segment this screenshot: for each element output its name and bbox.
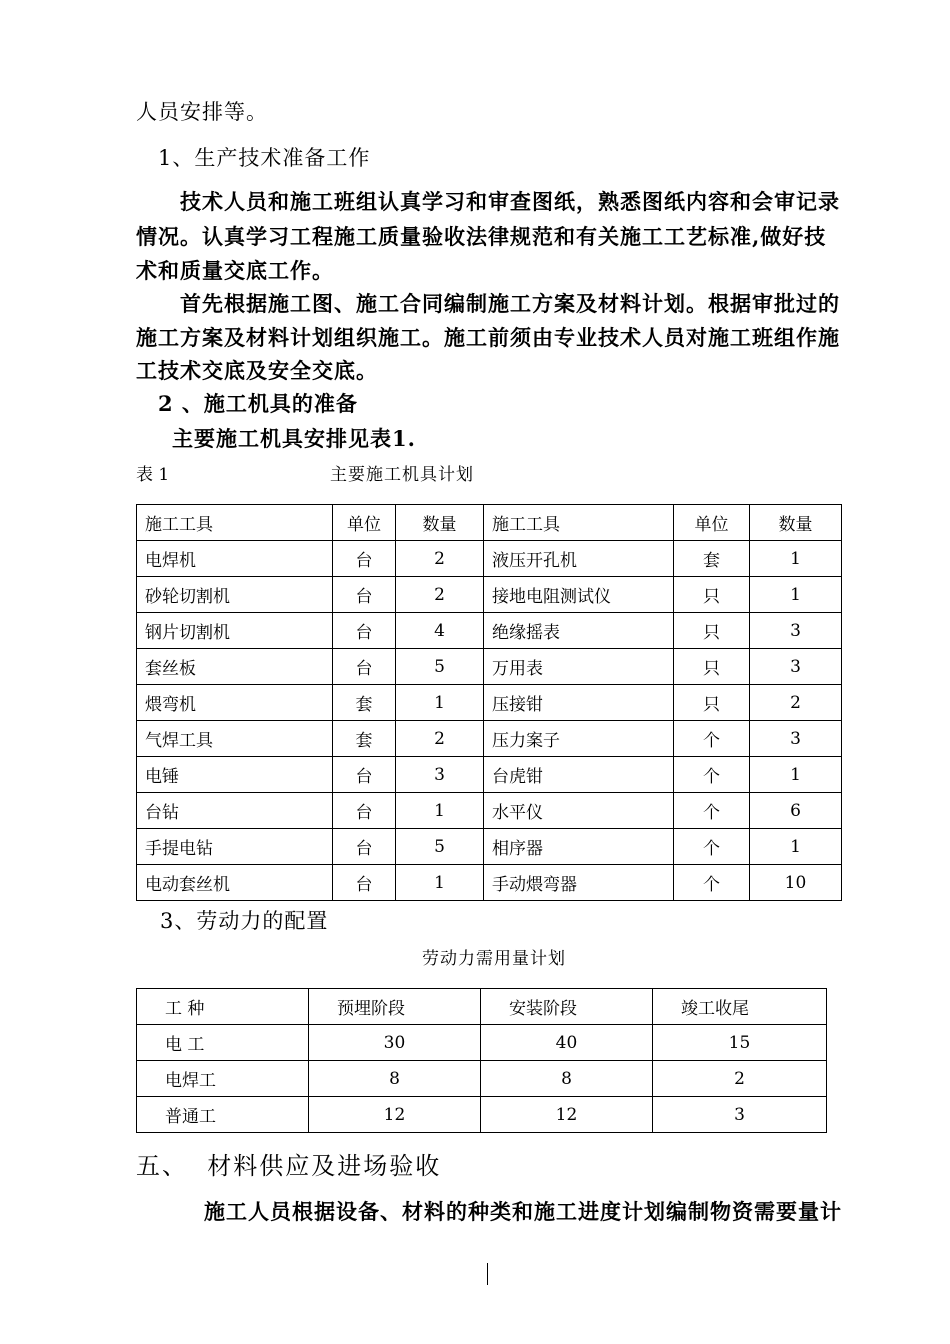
table-cell: 30 <box>309 1025 481 1061</box>
table-cell: 煨弯机 <box>137 685 333 721</box>
paragraph-2-line-3: 工技术交底及安全交底。 <box>136 358 378 383</box>
table-cell: 压力案子 <box>484 721 674 757</box>
table-cell: 3 <box>396 757 484 793</box>
table-cell: 套丝板 <box>137 649 333 685</box>
table-cell: 普通工 <box>137 1097 309 1133</box>
table-cell: 1 <box>750 577 842 613</box>
table-cell: 个 <box>674 793 750 829</box>
table-cell: 台 <box>333 793 396 829</box>
table-cell: 砂轮切割机 <box>137 577 333 613</box>
table-cell: 个 <box>674 757 750 793</box>
table-cell: 钢片切割机 <box>137 613 333 649</box>
paragraph-4-line-1: 施工人员根据设备、材料的种类和施工进度计划编制物资需要量计 <box>204 1199 842 1224</box>
table-row <box>137 649 842 685</box>
header-cell: 数量 <box>750 505 842 541</box>
table-cell: 1 <box>396 865 484 901</box>
table-cell: 台 <box>333 541 396 577</box>
table-cell: 5 <box>396 649 484 685</box>
paragraph-2-line-2: 施工方案及材料计划组织施工。施工前须由专业技术人员对施工班组作施 <box>136 325 840 350</box>
table-cell: 8 <box>481 1061 653 1097</box>
table-cell: 接地电阻测试仪 <box>484 577 674 613</box>
table-cell: 电焊工 <box>137 1061 309 1097</box>
table-cell: 2 <box>653 1061 827 1097</box>
table-cell: 3 <box>750 721 842 757</box>
table-cell: 8 <box>309 1061 481 1097</box>
table-reference: 主要施工机具安排见表1. <box>172 426 416 451</box>
table-cell: 台虎钳 <box>484 757 674 793</box>
table-cell: 12 <box>481 1097 653 1133</box>
table-cell: 只 <box>674 649 750 685</box>
table-cell: 1 <box>396 685 484 721</box>
table-cell: 套 <box>674 541 750 577</box>
header-cell: 单位 <box>333 505 396 541</box>
table-cell: 台 <box>333 577 396 613</box>
table-cell: 万用表 <box>484 649 674 685</box>
section-heading-2: 2 、施工机具的准备 <box>158 391 358 416</box>
table-cell: 绝缘摇表 <box>484 613 674 649</box>
table-cell: 台 <box>333 613 396 649</box>
table-row <box>137 541 842 577</box>
header-cell: 数量 <box>396 505 484 541</box>
header-cell: 施工工具 <box>484 505 674 541</box>
table-row <box>137 685 842 721</box>
table-cell: 台 <box>333 865 396 901</box>
table-cell: 2 <box>396 721 484 757</box>
table-row <box>137 1025 827 1061</box>
table-cell: 3 <box>750 649 842 685</box>
table-header-row <box>137 989 827 1025</box>
table-cell: 6 <box>750 793 842 829</box>
equipment-table <box>136 504 842 901</box>
table-cell: 套 <box>333 685 396 721</box>
table-cell: 40 <box>481 1025 653 1061</box>
section-heading-3: 3、劳动力的配置 <box>160 909 329 933</box>
table-cell: 只 <box>674 577 750 613</box>
table-cell: 个 <box>674 829 750 865</box>
paragraph-1-line-2: 情况。认真学习工程施工质量验收法律规范和有关施工工艺标准,做好技 <box>136 224 827 249</box>
header-cell: 工 种 <box>137 989 309 1025</box>
table-header-row <box>137 505 842 541</box>
paragraph-2-line-1: 首先根据施工图、施工合同编制施工方案及材料计划。根据审批过的 <box>180 291 840 316</box>
table-cell: 2 <box>396 541 484 577</box>
table-cell: 3 <box>750 613 842 649</box>
header-cell: 竣工收尾 <box>653 989 827 1025</box>
table-cell: 台钻 <box>137 793 333 829</box>
table-cell: 2 <box>750 685 842 721</box>
table-cell: 手提电钻 <box>137 829 333 865</box>
table-row <box>137 793 842 829</box>
table-cell: 套 <box>333 721 396 757</box>
table-cell: 电焊机 <box>137 541 333 577</box>
table-cell: 个 <box>674 865 750 901</box>
page-number-mark <box>487 1263 488 1285</box>
table-cell: 1 <box>750 757 842 793</box>
table-cell: 电 工 <box>137 1025 309 1061</box>
table-cell: 3 <box>653 1097 827 1133</box>
table-row <box>137 829 842 865</box>
table-cell: 4 <box>396 613 484 649</box>
table-row <box>137 577 842 613</box>
table-cell: 压接钳 <box>484 685 674 721</box>
table2-caption: 劳动力需用量计划 <box>422 949 566 969</box>
table1-caption: 主要施工机具计划 <box>330 465 474 485</box>
table-cell: 气焊工具 <box>137 721 333 757</box>
table-cell: 水平仪 <box>484 793 674 829</box>
table-row <box>137 721 842 757</box>
table-row <box>137 757 842 793</box>
table-cell: 台 <box>333 829 396 865</box>
table-row <box>137 613 842 649</box>
table-cell: 1 <box>750 541 842 577</box>
table-cell: 电锤 <box>137 757 333 793</box>
table1-label: 表 1 <box>136 465 170 485</box>
header-cell: 施工工具 <box>137 505 333 541</box>
table-cell: 12 <box>309 1097 481 1133</box>
header-cell: 预埋阶段 <box>309 989 481 1025</box>
table-cell: 5 <box>396 829 484 865</box>
paragraph-1-line-3: 术和质量交底工作。 <box>136 258 334 283</box>
table-cell: 1 <box>750 829 842 865</box>
table-cell: 只 <box>674 685 750 721</box>
table-cell: 15 <box>653 1025 827 1061</box>
table-cell: 只 <box>674 613 750 649</box>
table-cell: 电动套丝机 <box>137 865 333 901</box>
table-cell: 10 <box>750 865 842 901</box>
table-cell: 台 <box>333 649 396 685</box>
table-cell: 液压开孔机 <box>484 541 674 577</box>
table-cell: 相序器 <box>484 829 674 865</box>
header-cell: 安装阶段 <box>481 989 653 1025</box>
table-cell: 台 <box>333 757 396 793</box>
paragraph-continuation: 人员安排等。 <box>136 100 268 124</box>
table-cell: 1 <box>396 793 484 829</box>
table-row <box>137 865 842 901</box>
paragraph-1-line-1: 技术人员和施工班组认真学习和审查图纸，熟悉图纸内容和会审记录 <box>180 189 840 214</box>
section-heading-1: 1、生产技术准备工作 <box>158 146 371 170</box>
chapter-heading-5: 五、 材料供应及进场验收 <box>136 1152 442 1180</box>
table-cell: 2 <box>396 577 484 613</box>
table-cell: 手动煨弯器 <box>484 865 674 901</box>
table-cell: 个 <box>674 721 750 757</box>
table-row <box>137 1061 827 1097</box>
table-row <box>137 1097 827 1133</box>
labor-table <box>136 988 827 1133</box>
header-cell: 单位 <box>674 505 750 541</box>
